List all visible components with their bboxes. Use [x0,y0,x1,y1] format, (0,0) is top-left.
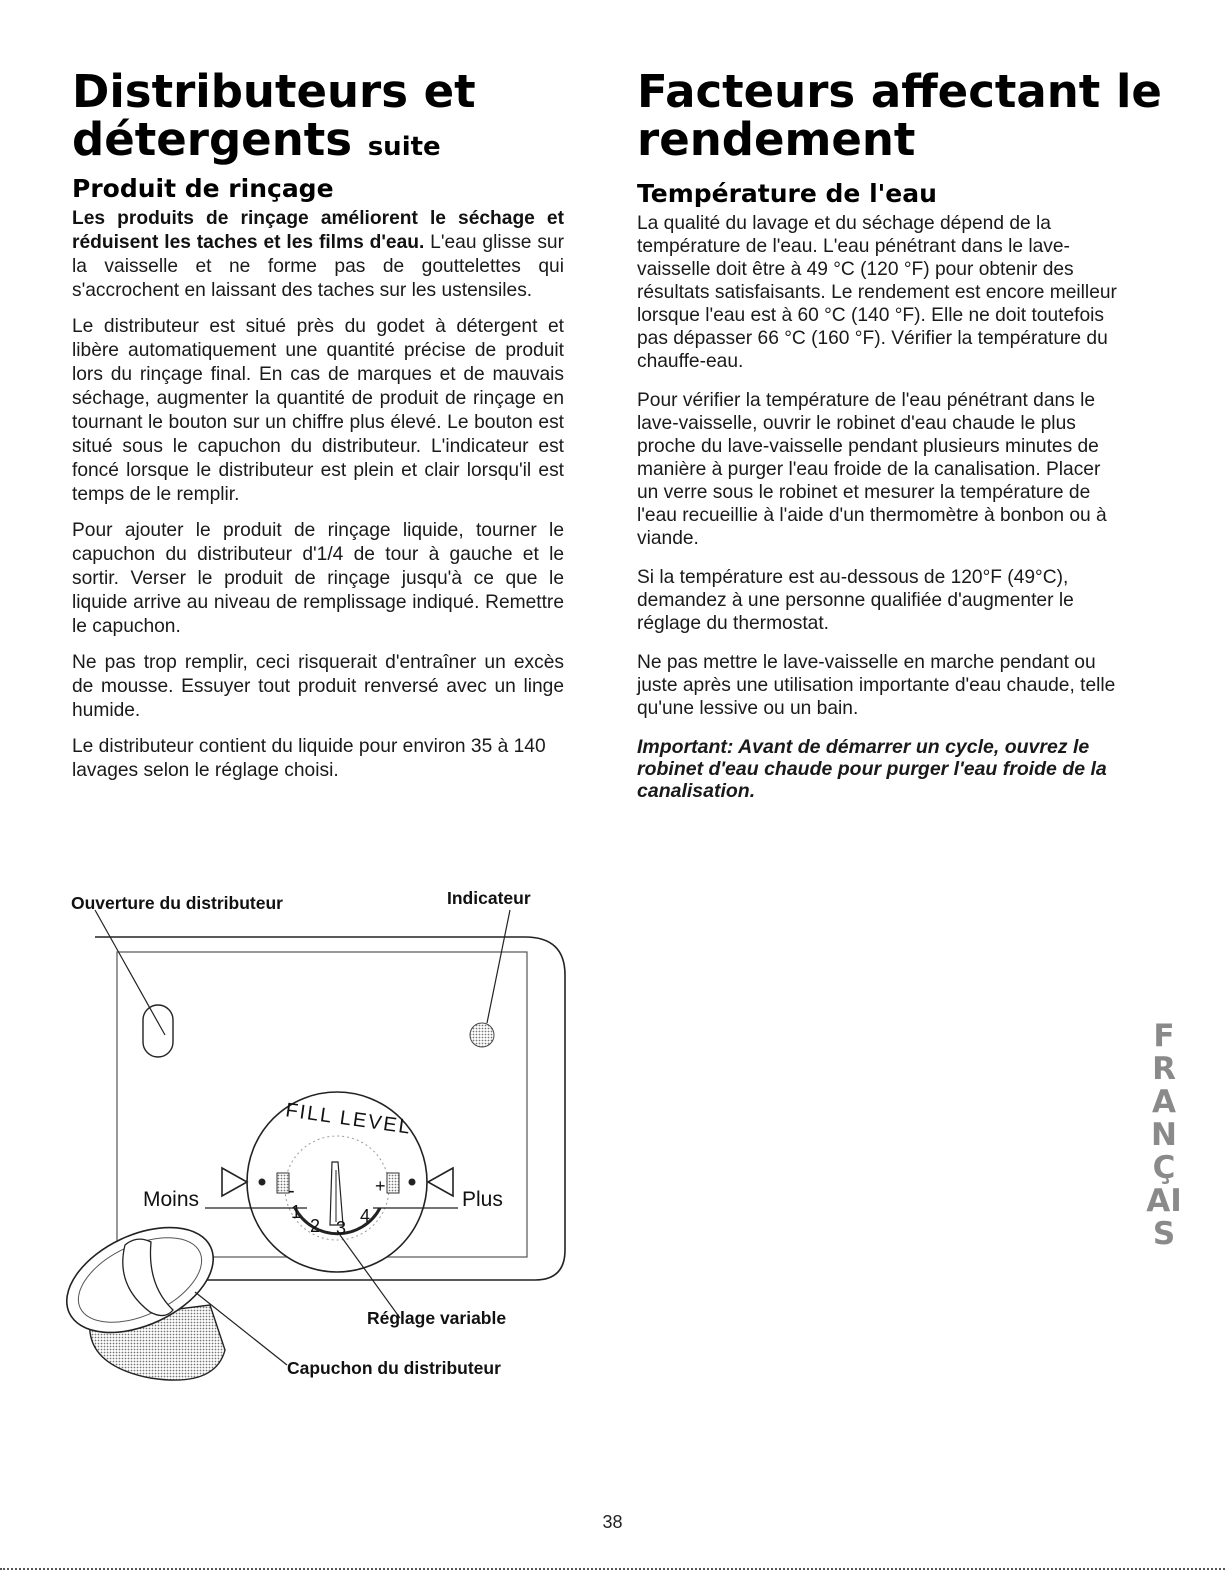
left-paragraph-1 [72,207,564,303]
dial-number-3: 3 [336,1218,347,1238]
right-paragraph-2: Pour vérifier la température de l'eau pénétrant dans le lave-vaisselle, ouvrir le robinet d'eau chaude le plus proche du lave-vaisselle pendant plusieurs minutes de manière à purger l'eau froide de la canalisation. Placer un verre sous le robinet et mesurer la température de l'eau recueillie à l'aide d'un thermomètre à bonbon ou à viande. [637,390,1107,549]
left-paragraph-1-rest: L'eau glisse sur la vaisselle et ne forme pas de gouttelettes qui s'accrochent en laissant des taches sur les ustensiles. [72,232,564,301]
indicator-light [470,1023,494,1047]
dial-number-4: 4 [360,1206,371,1226]
left-paragraph-3: Pour ajouter le produit de rinçage liquide, tourner le capuchon du distributeur d'1/4 de tour à gauche et le sortir. Verser le produit de rinçage jusqu'à ce que le liquide arrive au niveau de remplissage indiqué. Remettre le capuchon. [72,520,564,637]
dial-text: FILL LEVEL [284,1099,414,1139]
left-paragraph-4: Ne pas trop remplir, ceci risquerait d'entraîner un excès de mousse. Essuyer tout produit renversé avec un linge humide. [72,652,564,721]
arrow-left-icon [428,1168,453,1196]
left-title [72,65,592,171]
dispenser-opening [143,1005,173,1057]
left-title-suffix: suite [367,132,441,162]
left-body [72,207,564,783]
important-note: Important: Avant de démarrer un cycle, ouvrez le robinet d'eau chaude pour purger l'eau froide de la canalisation. [637,736,1107,802]
dial-minus: - [288,1180,295,1202]
label-opening: Ouverture du distributeur [71,893,283,913]
dial-number-1: 1 [291,1202,302,1222]
label-indicator: Indicateur [447,888,531,908]
left-paragraph-2: Le distributeur est situé près du godet à détergent et libère automatiquement une quantité précise de produit lors du rinçage final. En cas de marques et de mauvais séchage, augmenter la quantité de produit de rinçage en tournant le bouton sur un chiffre plus élevé. Le bouton est situé sous le capuchon du distributeur. L'indicateur est foncé lorsque le distributeur est plein et clair lorsqu'il est temps de le remplir. [72,316,564,505]
arrow-right-icon [222,1168,247,1196]
label-less: Moins [143,1188,200,1211]
language-side-tab-text: FRANÇAIS [1146,1018,1182,1252]
bottom-rule [0,1568,1225,1570]
right-subtitle: Température de l'eau [637,179,937,208]
right-body [637,212,1125,802]
right-title [637,65,1177,166]
left-title-line1: Distributeurs et [72,65,476,118]
label-more: Plus [462,1188,503,1211]
right-paragraph-3: Si la température est au-dessous de 120°F (49°C), demandez à une personne qualifiée d'augmenter le réglage du thermostat. [637,567,1074,634]
left-paragraph-5: Le distributeur contient du liquide pour environ 35 à 140 lavages selon le réglage choisi. [72,736,546,781]
left-subtitle: Produit de rinçage [72,174,334,203]
right-title-line2: rendement [637,113,916,166]
left-title-line2: détergents [72,113,353,166]
right-title-line1: Facteurs affectant le [637,65,1162,118]
dial-number-2: 2 [310,1216,321,1236]
left-paragraph-1-lead: Les produits de rinçage améliorent le séchage et réduisent les taches et les films d'eau. [72,208,564,253]
page-number: 38 [602,1512,623,1532]
right-paragraph-1: La qualité du lavage et du séchage dépend de la température de l'eau. L'eau pénétrant dans le lave-vaisselle doit être à 49 °C (120 °F) pour obtenir des résultats satisfaisants. Le rendement est encore meilleur lorsque l'eau est à 60 °C (140 °F). Elle ne doit toutefois pas dépasser 66 °C (160 °F). Vérifier la température du chauffe-eau. [637,213,1117,372]
dial-plus: + [375,1176,386,1196]
label-cap: Capuchon du distributeur [287,1358,501,1378]
right-paragraph-4: Ne pas mettre le lave-vaisselle en marche pendant ou juste après une utilisation importante d'eau chaude, telle qu'une lessive ou un bain. [637,652,1116,719]
language-side-tab [1140,1020,1186,1290]
label-adjust: Réglage variable [367,1308,507,1328]
dispenser-cap [55,1206,230,1380]
rinse-aid-diagram [55,880,575,1400]
